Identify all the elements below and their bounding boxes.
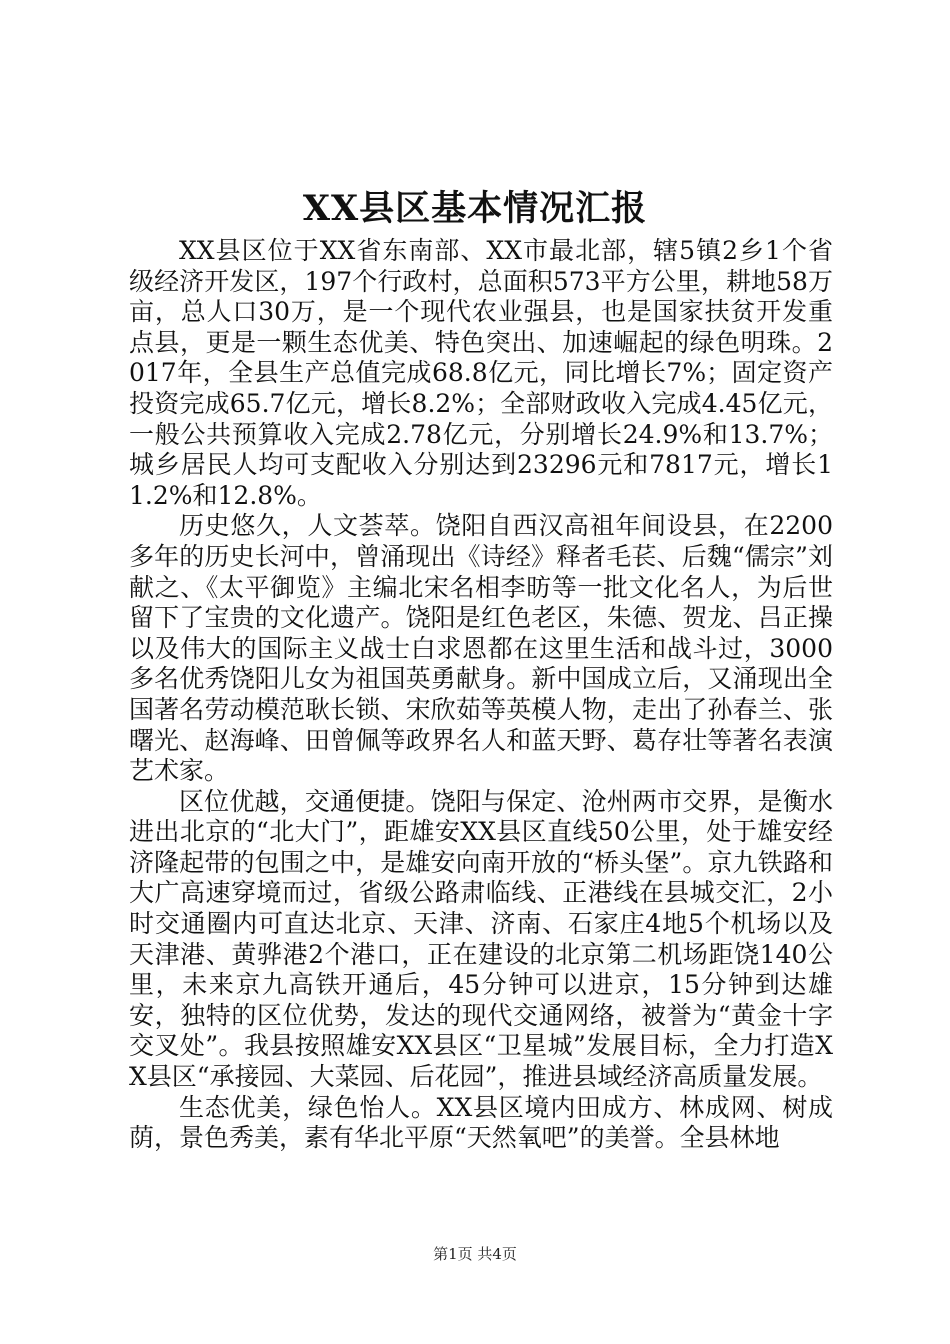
paragraph-history: 历史悠久，人文荟萃。饶阳自西汉高祖年间设县，在2200多年的历史长河中，曾涌现出《诗经》释者毛苌、后魏“儒宗”刘献之、《太平御览》主编北宋名相李昉等一批文化名人，为后世留下了宝贵的文化遗产。饶阳是红色老区，朱德、贺龙、吕正操以及伟大的国际主义战士白求恩都在这里生活和战斗过，3000多名优秀饶阳儿女为祖国英勇献身。新中国成立后，又涌现出全国著名劳动模范耿长锁、宋欣茹等英模人物，走出了孙春兰、张曙光、赵海峰、田曾佩等政界名人和蓝天野、葛存壮等著名表演艺术家。	[129, 511, 833, 786]
paragraph-location: 区位优越，交通便捷。饶阳与保定、沧州两市交界，是衡水进出北京的“北大门”，距雄安XX县区直线50公里，处于雄安经济隆起带的包围之中，是雄安向南开放的“桥头堡”。京九铁路和大广高速穿境而过，省级公路肃临线、正港线在县城交汇，2小时交通圈内可直达北京、天津、济南、石家庄4地5个机场以及天津港、黄骅港2个港口，正在建设的北京第二机场距饶140公里，未来京九高铁开通后，45分钟可以进京，15分钟到达雄安，独特的区位优势，发达的现代交通网络，被誉为“黄金十字交叉处”。我县按照雄安XX县区“卫星城”发展目标，全力打造XX县区“承接园、大菜园、后花园”，推进县域经济高质量发展。	[129, 786, 833, 1092]
paragraph-overview: XX县区位于XX省东南部、XX市最北部，辖5镇2乡1个省级经济开发区，197个行政村，总面积573平方公里，耕地58万亩，总人口30万，是一个现代农业强县，也是国家扶贫开发重点县，更是一颗生态优美、特色突出、加速崛起的绿色明珠。2017年，全县生产总值完成68.8亿元，同比增长7%；固定资产投资完成65.7亿元，增长8.2%；全部财政收入完成4.45亿元，一般公共预算收入完成2.78亿元，分别增长24.9%和13.7%；城乡居民人均可支配收入分别达到23296元和7817元，增长11.2%和12.8%。	[129, 236, 833, 510]
document-title: XX县区基本情况汇报	[302, 188, 648, 229]
page-footer: 第1页 共4页	[433, 1245, 517, 1263]
paragraph-ecology: 生态优美，绿色怡人。XX县区境内田成方、林成网、树成荫，景色秀美，素有华北平原“天然氧吧”的美誉。全县林地	[129, 1092, 833, 1153]
document-body	[129, 236, 833, 1154]
